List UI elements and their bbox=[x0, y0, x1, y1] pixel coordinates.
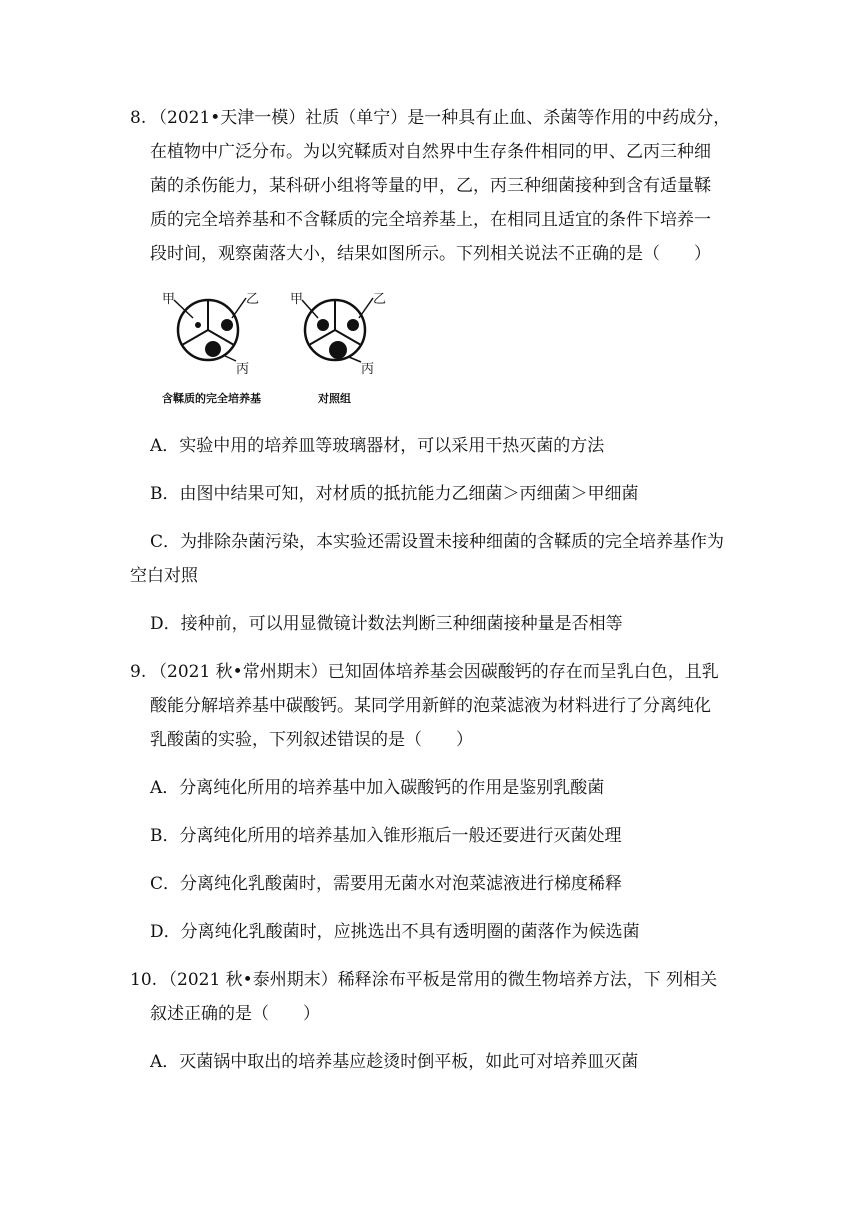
q8-stem-line-3: 菌的杀伤能力，某科研小组将等量的甲，乙，丙三种细菌接种到含有适量鞣 bbox=[150, 176, 711, 196]
colony-bing-1 bbox=[205, 341, 221, 357]
colony-jia-2 bbox=[317, 319, 329, 331]
colony-yi-2 bbox=[347, 319, 359, 331]
q8-stem-line-5: 段时间，观察菌落大小，结果如图所示。下列相关说法不正确的是（ ） bbox=[150, 244, 711, 264]
petri-dish-figure bbox=[160, 288, 400, 408]
q9-option-a: A．分离纯化所用的培养基中加入碳酸钙的作用是鉴别乳酸菌 bbox=[150, 778, 605, 798]
q8-stem-line-4: 质的完全培养基和不含鞣质的完全培养基上，在相同且适宜的条件下培养一 bbox=[150, 210, 711, 230]
q8-stem-line-1: （2021•天津一模）社质（单宁）是一种具有止血、杀菌等作用的中药成分， bbox=[150, 108, 731, 128]
q9-option-b: B．分离纯化所用的培养基加入锥形瓶后一般还要进行灭菌处理 bbox=[150, 826, 622, 846]
q8-option-c-line-2: 空白对照 bbox=[130, 566, 198, 586]
q9-stem-line-3: 乳酸菌的实验，下列叙述错误的是（ ） bbox=[150, 730, 473, 750]
dish1-caption: 含鞣质的完全培养基 bbox=[162, 392, 261, 405]
q8-stem-line-2: 在植物中广泛分布。为以究鞣质对自然界中生存条件相同的甲、乙丙三种细 bbox=[150, 142, 711, 162]
label-jia-2: 甲 bbox=[290, 292, 304, 307]
q10-number: 10. bbox=[130, 970, 158, 990]
q8-option-b: B．由图中结果可知，对材质的抵抗能力乙细菌＞丙细菌＞甲细菌 bbox=[150, 484, 639, 504]
q9-option-d: D．分离纯化乳酸菌时，应挑选出不具有透明圈的菌落作为候选菌 bbox=[150, 922, 640, 942]
label-yi-2: 乙 bbox=[373, 292, 387, 307]
q8-option-c-line-1: C．为排除杂菌污染，本实验还需设置未接种细菌的含鞣质的完全培养基作为 bbox=[150, 532, 725, 552]
dish-control bbox=[302, 298, 373, 362]
dish-with-tannin bbox=[174, 298, 246, 361]
q10-stem-line-1: （2021 秋•泰州期末）稀释涂布平板是常用的微生物培养方法，下 列相关 bbox=[160, 970, 718, 990]
q8-option-d: D．接种前，可以用显微镜计数法判断三种细菌接种量是否相等 bbox=[150, 614, 623, 634]
colony-yi-1 bbox=[221, 319, 233, 331]
q9-stem-line-2: 酸能分解培养基中碳酸钙。某同学用新鲜的泡菜滤液为材料进行了分离纯化 bbox=[150, 696, 711, 716]
q9-number: 9. bbox=[130, 662, 147, 682]
q8-option-a: A．实验中用的培养皿等玻璃器材，可以采用干热灭菌的方法 bbox=[150, 436, 605, 456]
q8-number: 8. bbox=[130, 108, 147, 128]
label-jia-1: 甲 bbox=[162, 292, 176, 307]
colony-jia-1 bbox=[195, 322, 201, 328]
label-bing-2: 丙 bbox=[361, 362, 375, 377]
q10-stem-line-2: 叙述正确的是（ ） bbox=[150, 1004, 320, 1024]
dish2-caption: 对照组 bbox=[318, 392, 351, 405]
label-bing-1: 丙 bbox=[236, 362, 250, 377]
q10-option-a: A．灭菌锅中取出的培养基应趁烫时倒平板，如此可对培养皿灭菌 bbox=[150, 1052, 639, 1072]
q9-stem-line-1: （2021 秋•常州期末）已知固体培养基会因碳酸钙的存在而呈乳白色，且乳 bbox=[150, 662, 719, 682]
colony-bing-2 bbox=[329, 341, 347, 359]
q9-option-c: C．分离纯化乳酸菌时，需要用无菌水对泡菜滤液进行梯度稀释 bbox=[150, 874, 623, 894]
label-yi-1: 乙 bbox=[246, 292, 260, 307]
